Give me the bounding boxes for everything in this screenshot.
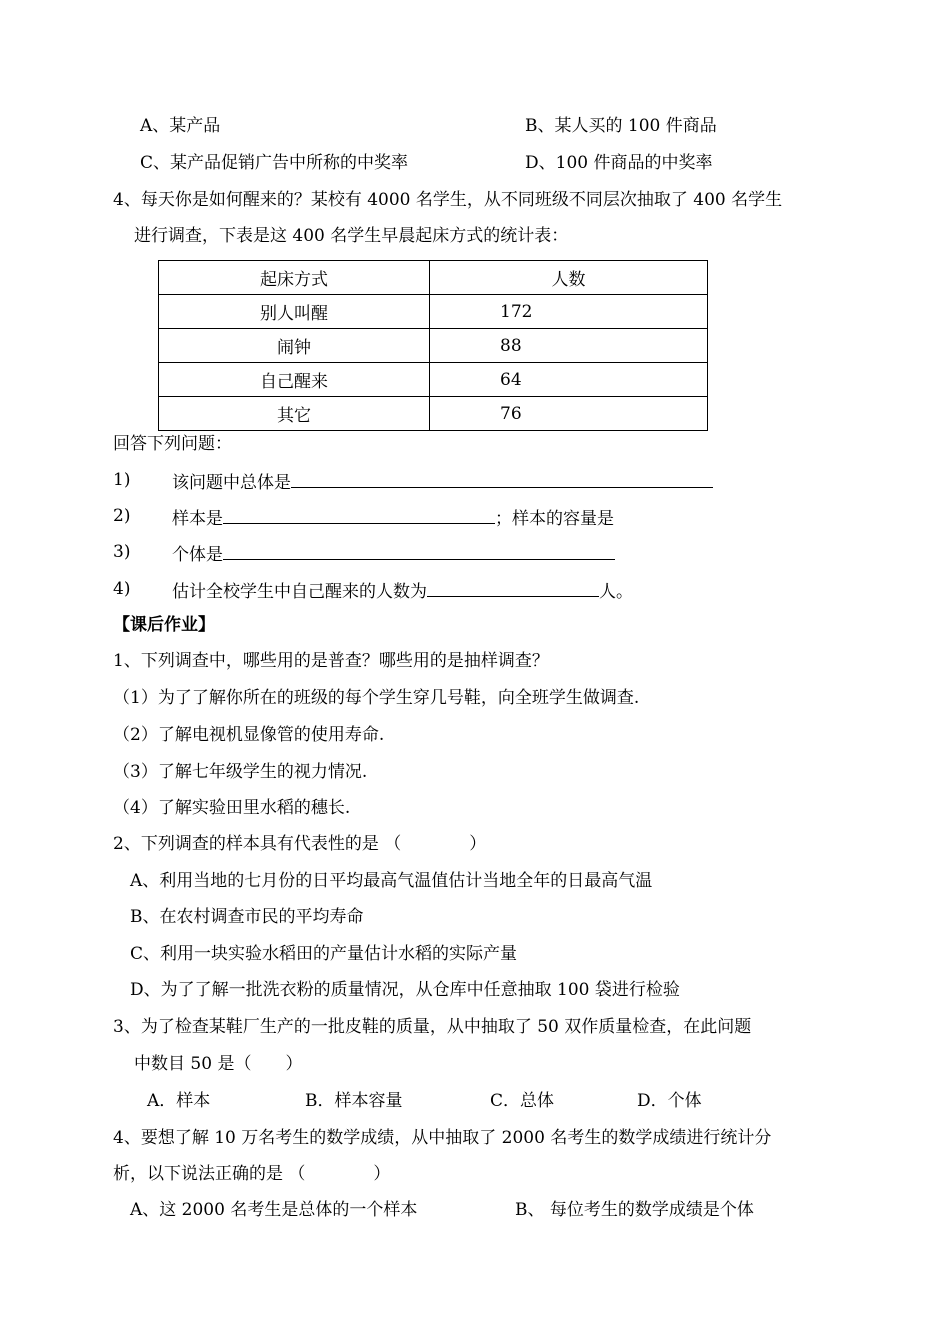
q4-stem-line1: 4、每天你是如何醒来的？某校有 4000 名学生，从不同班级不同层次抽取了 400 名学生 [113,190,783,210]
table-cell-count: 172 [430,295,708,329]
sub4-question [172,578,633,603]
hw-q4-option-a: A、这 2000 名考生是总体的一个样本 [130,1200,418,1220]
hw-q3-option-d: D．个体 [637,1091,702,1111]
sub2-number: 2) [113,506,131,526]
sub1-number: 1) [113,470,131,490]
hw-q2-option-c: C、利用一块实验水稻田的产量估计水稻的实际产量 [130,944,518,964]
hw-q3-stem-line1: 3、为了检查某鞋厂生产的一批皮鞋的质量，从中抽取了 50 双作质量检查，在此问题 [113,1017,752,1037]
hw-q3-option-c: C．总体 [490,1091,555,1111]
hw-q3-option-b: B．样本容量 [305,1091,403,1111]
hw-q4-stem-line1: 4、要想了解 10 万名考生的数学成绩，从中抽取了 2000 名考生的数学成绩进行统计分 [113,1128,772,1148]
sub1-text: 该问题中总体是 [172,473,291,493]
hw-q2-option-b: B、在农村调查市民的平均寿命 [130,907,364,927]
q3-prev-option-d: D、100 件商品的中奖率 [525,153,713,173]
hw-q2-option-d: D、为了了解一批洗衣粉的质量情况，从仓库中任意抽取 100 袋进行检验 [130,980,680,1000]
sub2-question [172,505,614,530]
sub3-question [172,541,615,566]
sub4-suffix: 人。 [599,582,633,602]
table-cell-method: 其它 [159,397,430,431]
sub4-text: 估计全校学生中自己醒来的人数为 [172,582,427,602]
table-header-row [159,261,708,295]
hw-q1-item: （3）了解七年级学生的视力情况. [113,762,368,782]
table-cell-count: 76 [430,397,708,431]
q4-stem-line2: 进行调查，下表是这 400 名学生早晨起床方式的统计表： [134,226,569,246]
hw-q3-option-a: A．样本 [147,1091,211,1111]
hw-q4-option-b: B、 每位考生的数学成绩是个体 [515,1200,754,1220]
answer-prompt: 回答下列问题： [113,434,232,454]
wakeup-stat-table [158,260,708,431]
sub1-answer-blank[interactable] [291,469,713,488]
q3-prev-option-b: B、某人买的 100 件商品 [525,116,717,136]
sub3-text: 个体是 [172,545,223,565]
q3-prev-option-c: C、某产品促销广告中所称的中奖率 [140,153,409,173]
hw-q1-item: （2）了解电视机显像管的使用寿命. [113,725,385,745]
table-cell-method: 自己醒来 [159,363,430,397]
sub2-answer-blank[interactable] [223,505,495,524]
hw-q1-item: （1）为了了解你所在的班级的每个学生穿几号鞋，向全班学生做调查. [113,688,640,708]
table-cell-count: 64 [430,363,708,397]
sub2-text2: ；样本的容量是 [495,509,614,529]
homework-heading: 【课后作业】 [113,615,215,635]
hw-q2-option-a: A、利用当地的七月份的日平均最高气温值估计当地全年的日最高气温 [130,871,653,891]
table-header-count: 人数 [430,261,708,295]
sub3-number: 3) [113,542,131,562]
hw-q2-stem: 2、下列调查的样本具有代表性的是 （ ） [113,834,487,854]
table-row [159,397,708,431]
hw-q4-stem-line2: 析，以下说法正确的是 （ ） [113,1164,391,1184]
sub4-number: 4) [113,579,131,599]
table-header-method: 起床方式 [159,261,430,295]
table-row [159,363,708,397]
sub1-question [172,469,713,494]
sub2-text: 样本是 [172,509,223,529]
table-row [159,329,708,363]
sub3-answer-blank[interactable] [223,541,615,560]
table-cell-method: 闹钟 [159,329,430,363]
table-cell-count: 88 [430,329,708,363]
table-row [159,295,708,329]
hw-q1-stem: 1、下列调查中，哪些用的是普查？哪些用的是抽样调查？ [113,651,549,671]
table-cell-method: 别人叫醒 [159,295,430,329]
hw-q1-item: （4）了解实验田里水稻的穗长. [113,798,351,818]
hw-q3-stem-line2: 中数目 50 是（ ） [134,1054,303,1074]
q3-prev-option-a: A、某产品 [140,116,221,136]
sub4-answer-blank[interactable] [427,578,599,597]
